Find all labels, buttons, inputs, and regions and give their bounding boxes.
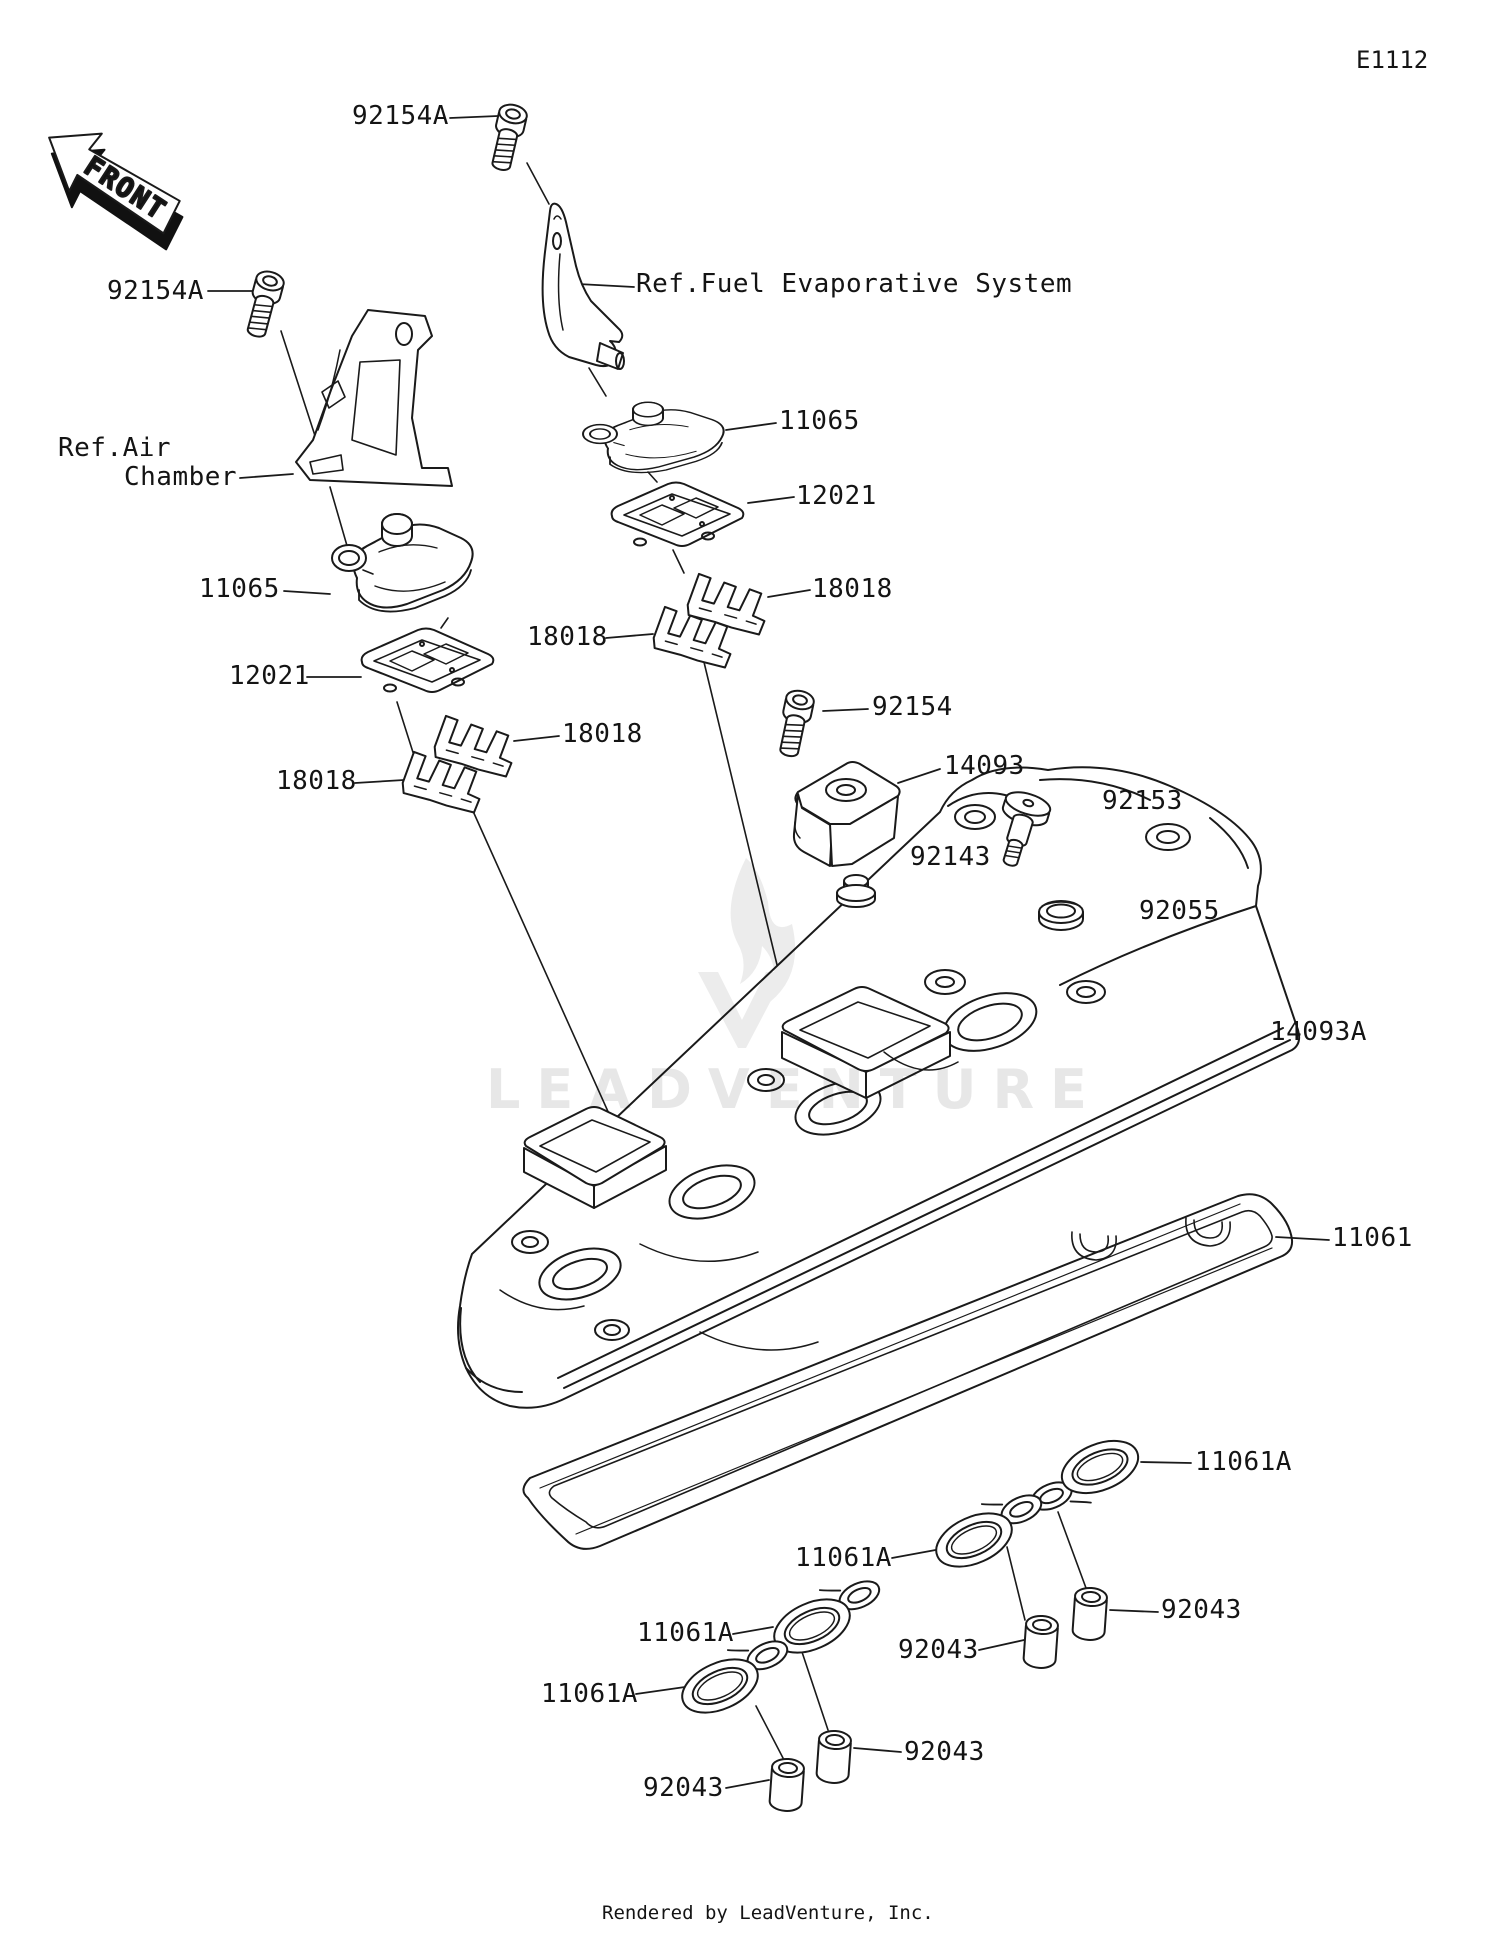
part-label-14093: 14093 <box>944 751 1025 781</box>
part-label-11061: 11061 <box>1332 1223 1413 1253</box>
ref-label-air-chamber-line2: Chamber <box>124 462 238 492</box>
part-bolt-92154a-top-drawing <box>487 102 529 173</box>
part-label-92154: 92154 <box>872 692 953 722</box>
part-label-92043-1: 92043 <box>1161 1595 1242 1625</box>
part-label-11061a-1: 11061A <box>1195 1447 1292 1477</box>
part-label-12021-right: 12021 <box>796 481 877 511</box>
part-grommet-pair-4-drawing <box>670 1635 800 1725</box>
part-cover-cap-14093-drawing <box>794 762 900 866</box>
part-label-92043-3: 92043 <box>904 1737 985 1767</box>
part-label-92154a-top: 92154A <box>352 101 449 131</box>
part-washer-92055-drawing <box>1039 901 1083 930</box>
part-bolt-92154-drawing <box>774 688 815 758</box>
part-label-18018-left1: 18018 <box>562 719 643 749</box>
footer-credit: Rendered by LeadVenture, Inc. <box>602 1902 934 1924</box>
part-label-11061a-3: 11061A <box>637 1618 734 1648</box>
part-breather-plate-right-drawing <box>612 483 744 547</box>
part-bushing-92043-1-drawing <box>1072 1587 1108 1641</box>
front-arrow-icon <box>24 111 200 263</box>
part-label-11061a-2: 11061A <box>795 1543 892 1573</box>
part-label-18018-left2: 18018 <box>276 766 357 796</box>
front-arrow-label: FRONT <box>78 150 172 227</box>
ref-label-fuel-evaporative-system: Ref.Fuel Evaporative System <box>636 269 1073 299</box>
part-breather-plate-left-drawing <box>362 629 494 693</box>
part-label-12021-left: 12021 <box>229 661 310 691</box>
part-label-92055: 92055 <box>1139 896 1220 926</box>
part-label-18018-right2: 18018 <box>527 622 608 652</box>
part-label-14093a: 14093A <box>1270 1017 1367 1047</box>
part-bushing-92043-2-drawing <box>1023 1615 1059 1669</box>
ref-label-air-chamber-line1: Ref.Air <box>58 433 172 463</box>
part-label-92043-4: 92043 <box>643 1773 724 1803</box>
part-label-11065-left: 11065 <box>199 574 280 604</box>
part-label-18018-right1: 18018 <box>812 574 893 604</box>
leadventure-watermark: LEADVENTURE <box>486 1058 1103 1121</box>
part-label-92154a-left: 92154A <box>107 276 204 306</box>
part-bushing-92043-3-drawing <box>816 1730 852 1784</box>
part-label-11065-right: 11065 <box>779 406 860 436</box>
part-breather-cover-left-drawing <box>332 514 473 612</box>
part-label-92143: 92143 <box>910 842 991 872</box>
part-label-11061a-4: 11061A <box>541 1679 638 1709</box>
part-label-92153: 92153 <box>1102 786 1183 816</box>
diagram-code: E1112 <box>1356 46 1429 74</box>
part-bolt-92154a-left-drawing <box>242 269 286 340</box>
part-grommet-pair-2-drawing <box>924 1489 1054 1579</box>
leadventure-flame-logo <box>668 852 828 1056</box>
part-label-92043-2: 92043 <box>898 1635 979 1665</box>
ref-air-chamber-bracket-drawing <box>296 310 452 486</box>
part-breather-cover-right-drawing <box>583 402 724 472</box>
part-bushing-92043-4-drawing <box>769 1758 805 1812</box>
